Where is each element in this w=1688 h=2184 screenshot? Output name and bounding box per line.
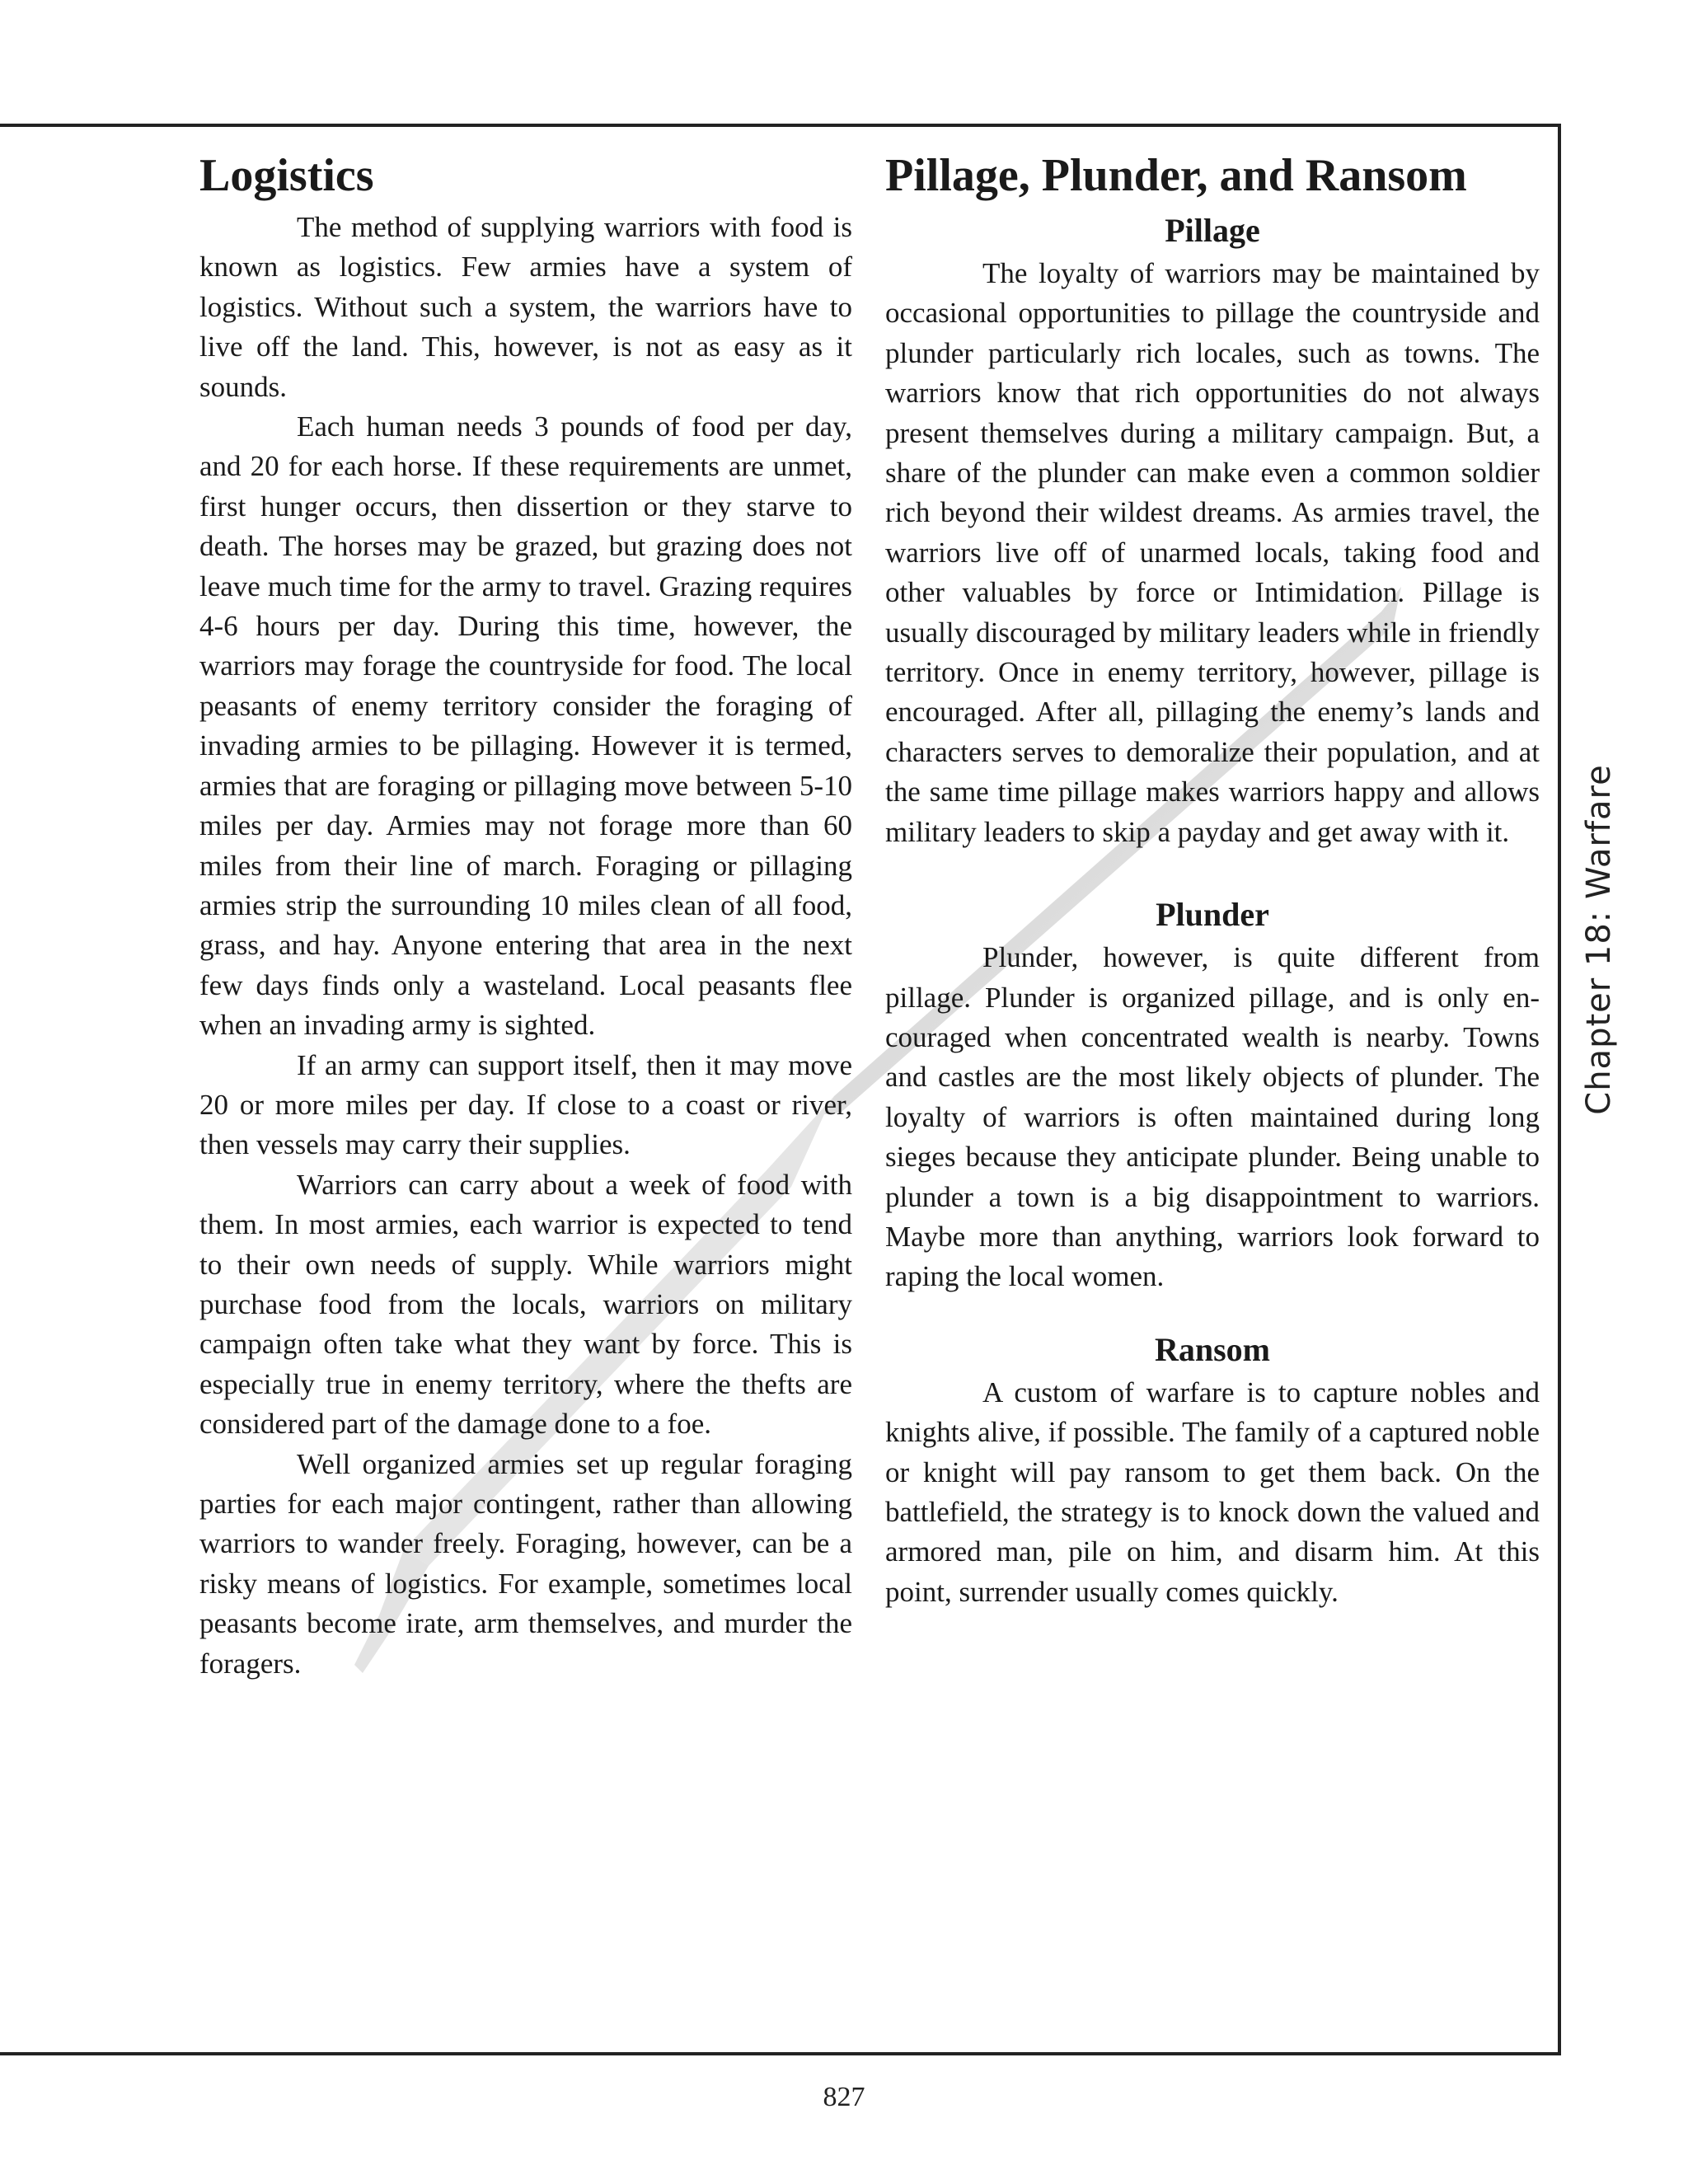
paragraph: Warriors can carry about a week of food with them. In most armies, each warrior is expected to tend to their own needs of supply. While warriors might purchase food from the locals, warriors on military campaign often take what they want by force. This is especially true in enemy territory, where the thefts are considered part of the damage done to a foe. [199, 1168, 852, 1441]
right-column [885, 147, 1540, 1612]
section-heading: Pillage, Plunder, and Ransom [885, 150, 1467, 201]
paragraph: Plunder, however, is quite different from pillage. Plunder is organized pillage, and is only encouraged when concentrated wealth is nearby. Towns and castles are the most likely objects of plunder. The loyalty of warriors is often maintained during long sieges because they anticipate plunder. Being unable to plunder a town is a big disappointment to warriors. Maybe more than anything, warriors look forward to raping the local women. [885, 941, 1540, 1293]
section-heading: Logistics [199, 150, 374, 201]
subsection-title: Plunder [1156, 896, 1269, 934]
paragraph: Each human needs 3 pounds of food per day, and 20 for each horse. If these requirements are unmet, first hunger occurs, then dissertion or they starve to death. The horses may be grazed, but grazing does not leave much time for the army to travel. Grazing requires 4-6 hours per day. During this time, however, the warriors may forage the countryside for food. The local peasants of enemy territory consider the foraging of invading armies to be pillaging. However it is termed, armies that are foraging or pillaging move between 5-10 miles per day. Armies may not forage more than 60 miles from their line of march. Foraging or pillaging armies strip the surrounding 10 miles clean of all food, grass, and hay. Anyone entering that area in the next few days finds only a wasteland. Local peasants flee when an invading army is sighted. [199, 410, 852, 1042]
left-column [199, 147, 852, 1684]
paragraph: The loyalty of warriors may be maintained by occasional opportunities to pillage the countryside and plunder particularly rich locales, such as towns. The warriors know that rich opportunities do not always present themselves during a military campaign. But, a share of the plunder can make even a common soldier rich beyond their wildest dreams. As armies travel, the warriors live off of unarmed locals, taking food and other valuables by force or Intimidation. Pillage is usually discouraged by military leaders while in friendly territory. Once in enemy territory, however, pillage is encouraged. After all, pillaging the enemy’s lands and characters serves to demoralize their population, and at the same time pillage makes warriors happy and allows military leaders to skip a payday and get away with it. [885, 257, 1540, 848]
subsection-title: Pillage [1165, 212, 1260, 249]
paragraph: If an army can support itself, then it may move 20 or more miles per day. If close to a coast or river, then vessels may carry their supplies. [199, 1048, 852, 1161]
chapter-side-label: Chapter 18: Warfare [1580, 764, 1618, 1115]
paragraph: A custom of warfare is to capture nobles and knights alive, if possible. The family of a captured noble or knight will pay ransom to get them back. On the battlefield, the strategy is to knock down the valued and armored man, pile on him, and disarm him. At this point, surrender usually comes quickly. [885, 1376, 1540, 1608]
subsection-title: Ransom [1154, 1330, 1271, 1368]
paragraph: Well organized armies set up regular foraging parties for each major contingent, rather than allowing warriors to wander freely. Foraging, however, can be a risky means of logistics. For example, sometimes local peasants become irate, arm themselves, and murder the foragers. [199, 1447, 852, 1680]
page-number: 827 [823, 2082, 865, 2112]
paragraph: The method of supplying warriors with food is known as logistics. Few armies have a system of logistics. Without such a system, the warriors have to live off the land. This, however, is not as easy as it sounds. [199, 211, 852, 403]
